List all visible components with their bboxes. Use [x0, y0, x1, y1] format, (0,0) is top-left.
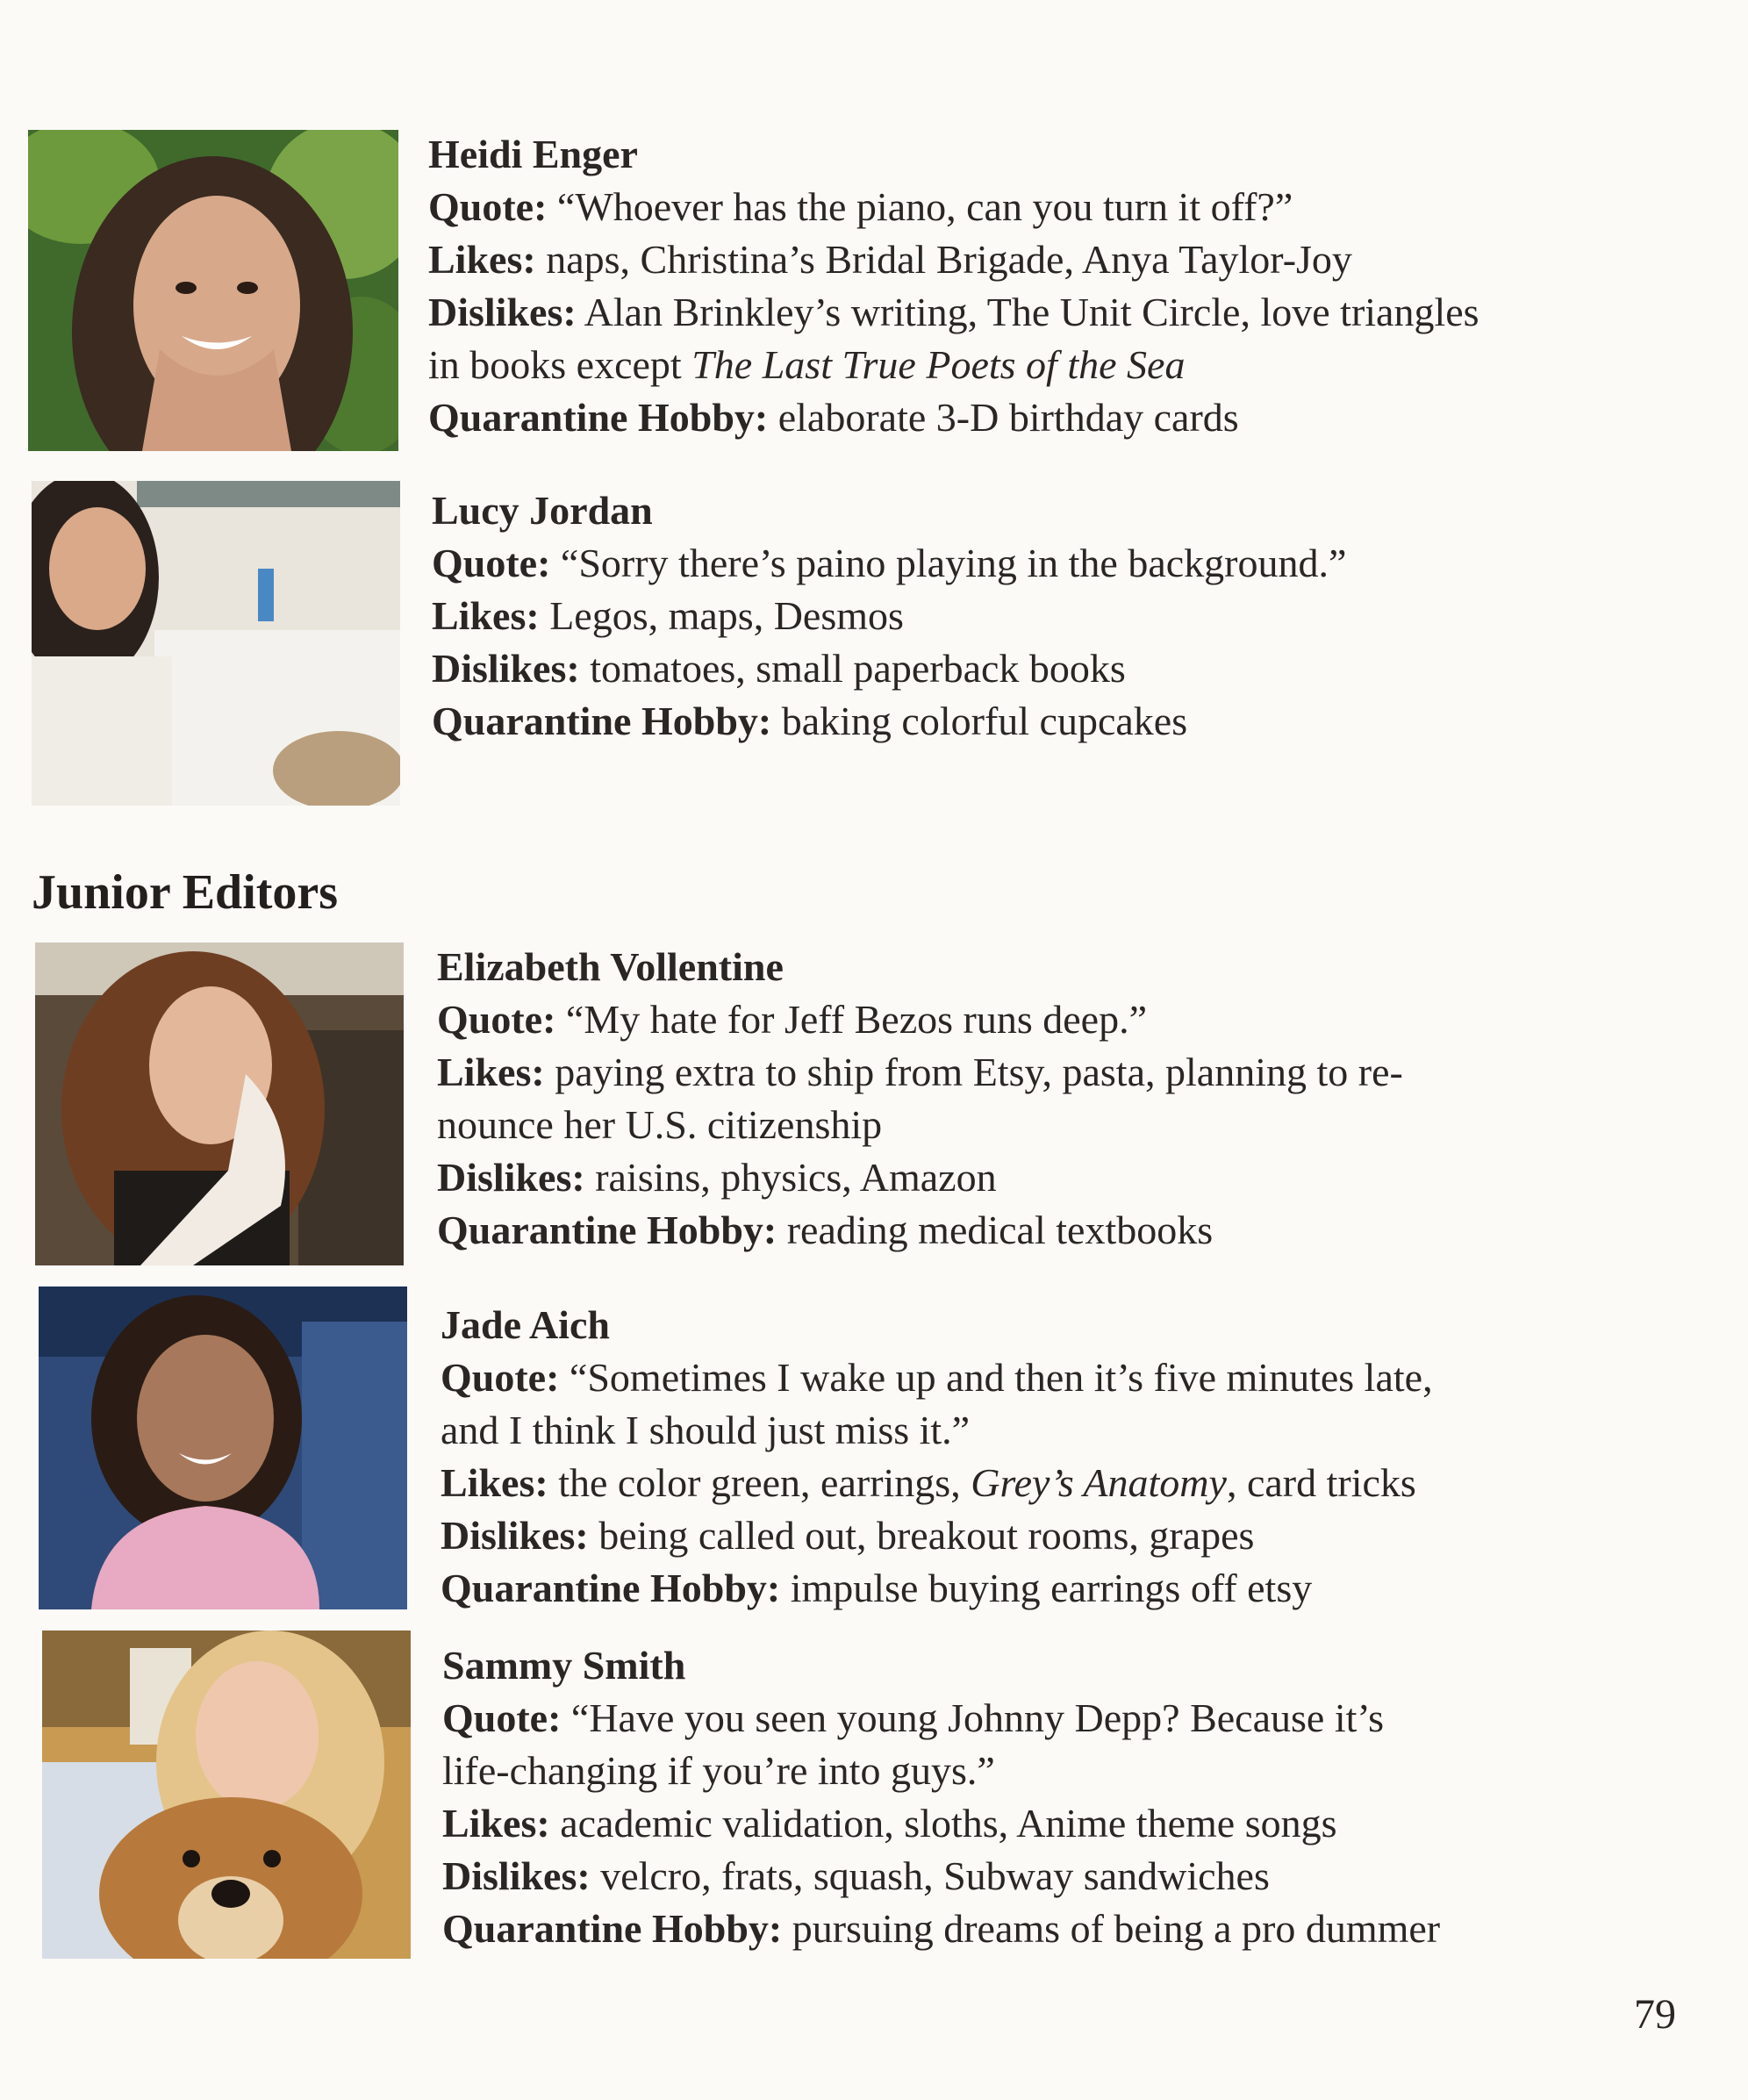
portrait-photo-jade-aich — [39, 1287, 407, 1609]
likes-label: Likes: — [437, 1050, 545, 1094]
likes-text-end: , card tricks — [1226, 1460, 1416, 1505]
dislikes-line — [437, 1151, 1403, 1204]
dislikes-label: Dislikes: — [441, 1513, 589, 1558]
dislikes-line — [428, 286, 1479, 339]
quote-line-continued — [441, 1404, 1433, 1457]
quote-text: “Have you seen young Johnny Depp? Because it’s — [570, 1695, 1385, 1740]
profile-elizabeth-vollentine — [437, 941, 1403, 1257]
portrait-photo-elizabeth-vollentine — [35, 942, 404, 1265]
hobby-label: Quarantine Hobby: — [432, 699, 772, 743]
likes-text: the color green, earrings, — [558, 1460, 971, 1505]
dislikes-text: raisins, physics, Amazon — [595, 1155, 997, 1200]
quote-line — [432, 537, 1346, 590]
hobby-label: Quarantine Hobby: — [437, 1208, 777, 1252]
likes-text: Legos, maps, Desmos — [549, 593, 904, 638]
dislikes-label: Dislikes: — [442, 1853, 591, 1898]
likes-label: Likes: — [428, 237, 536, 282]
likes-text: paying extra to ship from Etsy, pasta, planning to re- — [555, 1050, 1403, 1094]
portrait-photo-heidi-enger — [28, 130, 398, 451]
profile-jade-aich — [441, 1299, 1433, 1615]
quote-label: Quote: — [441, 1355, 560, 1400]
quote-label: Quote: — [437, 997, 556, 1042]
likes-text: naps, Christina’s Bridal Brigade, Anya Taylor-Joy — [546, 237, 1352, 282]
likes-line-continued — [437, 1099, 1403, 1151]
profile-sammy-smith — [442, 1639, 1440, 1955]
quote-line — [441, 1351, 1433, 1404]
person-name: Lucy Jordan — [432, 488, 653, 533]
likes-line — [428, 233, 1479, 286]
likes-text: academic validation, sloths, Anime theme songs — [560, 1801, 1337, 1846]
profile-heidi-enger — [428, 128, 1479, 444]
person-name: Jade Aich — [441, 1302, 610, 1347]
portrait-photo-lucy-jordan — [32, 481, 400, 806]
likes-line — [441, 1457, 1433, 1509]
quote-text: “Sorry there’s paino playing in the background.” — [560, 541, 1347, 585]
likes-label: Likes: — [432, 593, 540, 638]
dislikes-label: Dislikes: — [437, 1155, 585, 1200]
quote-text: “Whoever has the piano, can you turn it off?” — [556, 184, 1293, 229]
quote-line — [442, 1692, 1440, 1745]
hobby-line — [441, 1562, 1433, 1615]
hobby-line — [437, 1204, 1403, 1257]
section-title: Junior Editors — [32, 865, 339, 920]
hobby-line — [428, 391, 1479, 444]
dislikes-label: Dislikes: — [428, 290, 577, 334]
profile-lucy-jordan — [432, 484, 1346, 748]
hobby-text: reading medical textbooks — [786, 1208, 1214, 1252]
quote-label: Quote: — [428, 184, 548, 229]
hobby-text: elaborate 3-D birthday cards — [777, 395, 1239, 440]
likes-label: Likes: — [441, 1460, 548, 1505]
hobby-label: Quarantine Hobby: — [441, 1566, 781, 1610]
quote-label: Quote: — [432, 541, 551, 585]
likes-label: Likes: — [442, 1801, 550, 1846]
show-title: Grey’s Anatomy — [971, 1460, 1227, 1505]
person-name: Sammy Smith — [442, 1643, 686, 1688]
quote-text: “My hate for Jeff Bezos runs deep.” — [565, 997, 1148, 1042]
hobby-text: impulse buying earrings off etsy — [790, 1566, 1313, 1610]
hobby-text: baking colorful cupcakes — [781, 699, 1188, 743]
quote-line — [437, 993, 1403, 1046]
person-name: Elizabeth Vollentine — [437, 944, 784, 989]
dislikes-text: being called out, breakout rooms, grapes — [598, 1513, 1255, 1558]
likes-line — [437, 1046, 1403, 1099]
dislikes-text: tomatoes, small paperback books — [590, 646, 1126, 691]
likes-line — [442, 1797, 1440, 1850]
dislikes-text: velcro, frats, squash, Subway sandwiches — [600, 1853, 1270, 1898]
hobby-line — [432, 695, 1346, 748]
dislikes-label: Dislikes: — [432, 646, 580, 691]
likes-text-continued: nounce her U.S. citizenship — [437, 1102, 883, 1147]
person-name: Heidi Enger — [428, 132, 638, 176]
book-title: The Last True Poets of the Sea — [691, 342, 1186, 387]
quote-line-continued — [442, 1745, 1440, 1797]
quote-text-continued: and I think I should just miss it.” — [441, 1408, 971, 1452]
dislikes-line — [442, 1850, 1440, 1903]
quote-text: “Sometimes I wake up and then it’s five minutes late, — [569, 1355, 1433, 1400]
dislikes-line — [432, 642, 1346, 695]
likes-line — [432, 590, 1346, 642]
hobby-label: Quarantine Hobby: — [442, 1906, 783, 1951]
hobby-label: Quarantine Hobby: — [428, 395, 769, 440]
dislikes-line-continued — [428, 339, 1479, 391]
quote-line — [428, 181, 1479, 233]
dislikes-text-continued: in books except — [428, 342, 692, 387]
hobby-line — [442, 1903, 1440, 1955]
hobby-text: pursuing dreams of being a pro dummer — [792, 1906, 1441, 1951]
dislikes-text: Alan Brinkley’s writing, The Unit Circle, love triangles — [584, 290, 1479, 334]
quote-label: Quote: — [442, 1695, 562, 1740]
portrait-photo-sammy-smith — [42, 1631, 411, 1959]
quote-text-continued: life-changing if you’re into guys.” — [442, 1748, 995, 1793]
page-number: 79 — [1634, 1991, 1676, 2038]
dislikes-line — [441, 1509, 1433, 1562]
